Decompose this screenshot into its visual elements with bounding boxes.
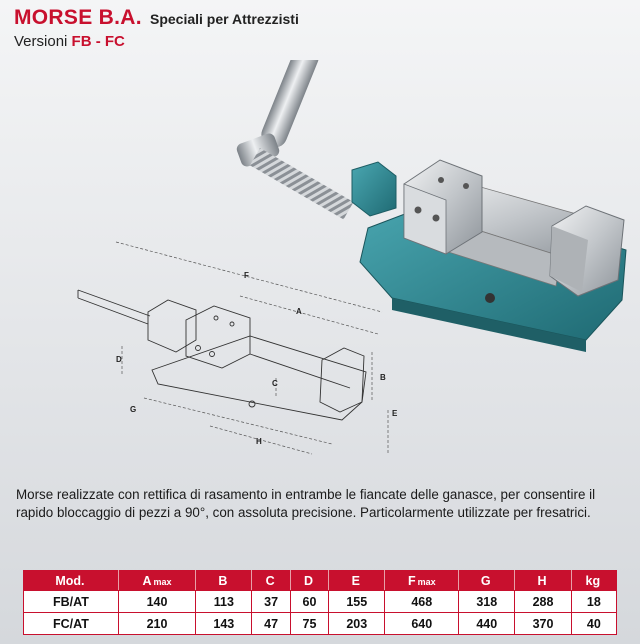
table-cell: 40 — [571, 613, 616, 635]
col-header: Mod. — [24, 571, 119, 591]
col-header: C — [252, 571, 290, 591]
col-header: D — [290, 571, 328, 591]
table-cell: 370 — [515, 613, 571, 635]
table-cell: 140 — [118, 591, 195, 613]
dim-label-g: G — [130, 405, 137, 414]
specs-table — [23, 570, 617, 635]
table-row — [24, 613, 617, 635]
page-title: MORSE B.A. — [14, 6, 142, 29]
col-header: H — [515, 571, 571, 591]
table-cell: 288 — [515, 591, 571, 613]
dim-label-h: H — [256, 437, 262, 446]
versions-line — [14, 33, 125, 50]
table-cell: 203 — [329, 613, 385, 635]
product-description: Morse realizzate con rettifica di rasamento in entrambe le fiancate delle ganasce, per consentire il rapido bloccaggio di pezzi a 90°, con assoluta precisione. Particolarmente utilizzate per fresatrici. — [16, 487, 596, 520]
versions-codes: FB - FC — [71, 33, 125, 50]
technical-drawing — [78, 242, 388, 454]
col-header: E — [329, 571, 385, 591]
dim-label-d: D — [116, 355, 122, 364]
table-cell: 60 — [290, 591, 328, 613]
col-header: B — [196, 571, 252, 591]
dim-label-c: C — [272, 379, 278, 388]
table-cell: 155 — [329, 591, 385, 613]
vise-illustration — [0, 60, 640, 470]
table-cell: 18 — [571, 591, 616, 613]
dim-label-b: B — [380, 373, 386, 382]
table-cell: FB/AT — [24, 591, 119, 613]
dim-label-e: E — [392, 409, 398, 418]
table-cell: 440 — [459, 613, 515, 635]
table-cell: 113 — [196, 591, 252, 613]
table-cell: 75 — [290, 613, 328, 635]
table-cell: 143 — [196, 613, 252, 635]
specs-header-row — [24, 571, 617, 591]
table-cell: 640 — [385, 613, 459, 635]
page-subtitle: Speciali per Attrezzisti — [150, 11, 299, 27]
table-cell: 318 — [459, 591, 515, 613]
dim-label-a: A — [296, 307, 302, 316]
table-cell: FC/AT — [24, 613, 119, 635]
table-cell: 210 — [118, 613, 195, 635]
versions-prefix: Versioni — [14, 33, 68, 50]
col-header: kg — [571, 571, 616, 591]
table-cell: 47 — [252, 613, 290, 635]
table-cell: 37 — [252, 591, 290, 613]
col-header: A max — [118, 571, 195, 591]
table-row — [24, 591, 617, 613]
vise-photo — [235, 60, 626, 352]
table-cell: 468 — [385, 591, 459, 613]
col-header: F max — [385, 571, 459, 591]
col-header: G — [459, 571, 515, 591]
dim-label-f: F — [244, 271, 249, 280]
